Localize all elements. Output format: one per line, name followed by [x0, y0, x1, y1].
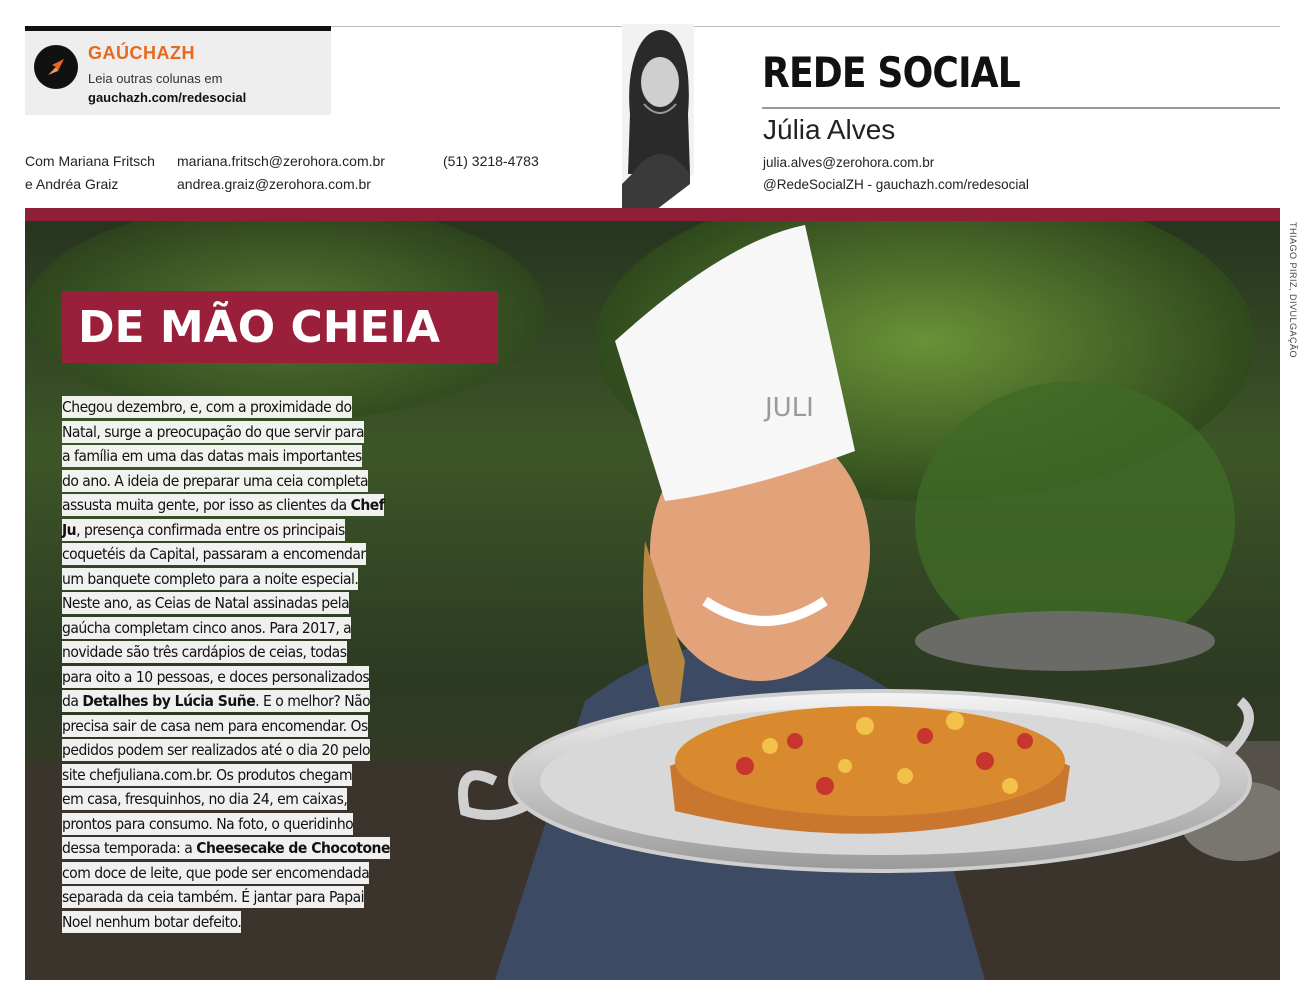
article-line: [62, 911, 241, 933]
text-segment: da: [62, 692, 83, 710]
article-line: [62, 886, 364, 908]
column-title: REDE SOCIAL: [762, 48, 1020, 97]
article-line: [62, 837, 390, 859]
article-line: [62, 396, 352, 418]
article-line: [62, 617, 351, 639]
contributor-email[interactable]: mariana.fritsch@zerohora.com.br: [177, 153, 385, 169]
text-segment: um banquete completo para a noite especial.: [62, 569, 359, 588]
article-line: [62, 666, 369, 688]
author-photo: [622, 24, 694, 236]
contributor-name: Com Mariana Fritsch: [25, 153, 155, 169]
text-segment: precisa sair de casa nem para encomendar. Os: [62, 716, 368, 735]
article-line: [62, 813, 353, 835]
text-segment: separada da ceia também. É jantar para Papai: [62, 888, 365, 906]
text-segment: coquetéis da Capital, passaram a encomendar: [62, 545, 366, 563]
text-segment: do ano. A ideia de preparar uma ceia completa: [62, 471, 369, 490]
author-email[interactable]: julia.alves@zerohora.com.br: [763, 155, 935, 170]
article-line: [62, 764, 352, 786]
highlighted-name: Cheesecake de Chocotone: [196, 839, 390, 857]
phone-number: (51) 3218-4783: [443, 153, 539, 169]
highlighted-name: Chef: [350, 496, 385, 514]
contributor-name: e Andréa Graiz: [25, 176, 119, 192]
text-segment: para oito a 10 pessoas, e doces personalizados: [62, 667, 370, 686]
article-line: [62, 715, 368, 737]
article-line: [62, 421, 364, 443]
contributor-email[interactable]: andrea.graiz@zerohora.com.br: [177, 176, 371, 192]
promo-text: Leia outras colunas em: [88, 71, 223, 86]
article-line: [62, 788, 347, 810]
article-line: [62, 690, 370, 712]
contributors: [25, 150, 155, 196]
highlighted-name: Ju: [62, 520, 77, 539]
text-segment: gaúcha completam cinco anos. Para 2017, a: [62, 618, 352, 637]
text-segment: pedidos podem ser realizados até o dia 20 pelo: [62, 741, 370, 759]
photo-credit: THIAGO PIRIZ, DIVULGAÇÃO: [1288, 222, 1298, 359]
article-line: [62, 592, 349, 614]
gauchazh-promo[interactable]: [25, 26, 331, 115]
article-line: [62, 519, 345, 541]
promo-link[interactable]: gauchazh.com/redesocial: [88, 90, 247, 105]
text-segment: site chefjuliana.com.br. Os produtos chegam: [62, 765, 353, 784]
title-divider: [762, 107, 1280, 109]
text-segment: assusta muita gente, por isso as clientes da: [62, 496, 351, 514]
article-headline: DE MÃO CHEIA: [62, 291, 498, 363]
article-line: [62, 470, 368, 492]
contributor-emails: [177, 150, 385, 196]
text-segment: Noel nenhum botar defeito.: [62, 912, 242, 931]
text-segment: prontos para consumo. Na foto, o queridinho: [62, 814, 354, 833]
article-line: [62, 739, 370, 761]
article-line: [62, 494, 384, 516]
text-segment: dessa temporada: a: [62, 839, 197, 857]
text-segment: , presença confirmada entre os principais: [76, 520, 345, 539]
text-segment: Neste ano, as Ceias de Natal assinadas pela: [62, 594, 350, 612]
author-name: Júlia Alves: [763, 114, 896, 145]
article-body: [62, 396, 454, 935]
article-line: [62, 568, 358, 590]
brand-logo: GAÚCHAZH: [88, 43, 195, 63]
article-line: [62, 862, 369, 884]
text-segment: a família em uma das datas mais importantes: [62, 447, 362, 465]
author-social[interactable]: @RedeSocialZH - gauchazh.com/redesocial: [763, 177, 1029, 192]
top-divider: [331, 26, 1280, 27]
article-line: [62, 445, 362, 467]
hat-logo-text: JULI: [765, 393, 814, 423]
text-segment: novidade são três cardápios de ceias, todas: [62, 643, 347, 661]
highlighted-name: Detalhes by Lúcia Suñe: [82, 692, 256, 710]
text-segment: . E o melhor? Não: [255, 692, 371, 710]
section-bar: [25, 208, 1280, 221]
text-segment: em casa, fresquinhos, no dia 24, em caixas,: [62, 790, 348, 808]
author-contact: [763, 152, 1029, 196]
article-line: [62, 543, 366, 565]
text-segment: Chegou dezembro, e, com a proximidade do: [62, 398, 352, 416]
compass-icon: [34, 45, 78, 89]
text-segment: Natal, surge a preocupação do que servir para: [62, 422, 365, 441]
article-line: [62, 641, 347, 663]
text-segment: com doce de leite, que pode ser encomendada: [62, 863, 370, 882]
